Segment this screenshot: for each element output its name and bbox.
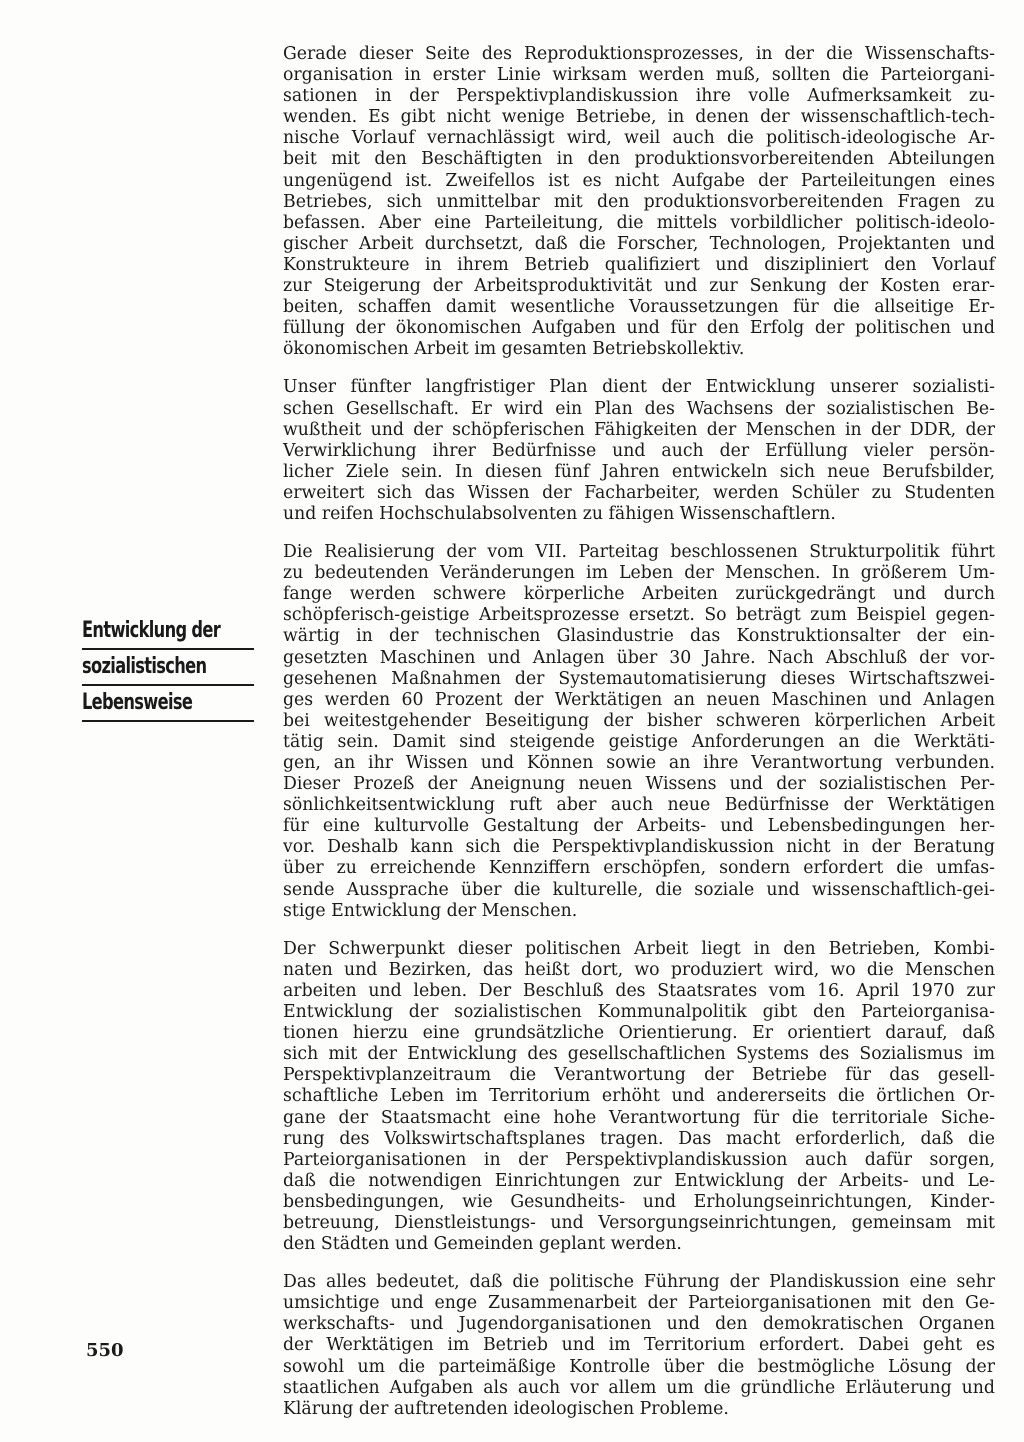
text-line: bensbedingungen, wie Gesundheits- und Erholungseinrichtungen, Kinder- (283, 1191, 995, 1212)
text-line: betreuung, Dienstleistungs- und Versorgungseinrichtungen, gemeinsam mit (283, 1212, 995, 1233)
text-line: ges werden 60 Prozent der Werktätigen an neuen Maschinen und Anlagen (283, 689, 995, 710)
text-line: sich mit der Entwicklung des gesellschaftlichen Systems des Sozialismus im (283, 1044, 995, 1065)
text-line: befassen. Aber eine Parteileitung, die mittels vorbildlicher politisch-ideolo- (283, 212, 995, 233)
text-line: arbeiten und leben. Der Beschluß des Staatsrates vom 16. April 1970 zur (283, 980, 995, 1001)
text-line: über zu erreichende Kennziffern erschöpfen, sondern erfordert die umfas- (283, 858, 995, 879)
text-line: gane der Staatsmacht eine hohe Verantwortung für die territoriale Siche- (283, 1107, 995, 1128)
text-line: Perspektivplanzeitraum die Verantwortung der Betriebe für das gesell- (283, 1065, 995, 1086)
text-line: gesetzten Maschinen und Anlagen über 30 Jahre. Nach Abschluß der vor- (283, 647, 995, 668)
text-line: sende Aussprache über die kulturelle, die soziale und wissenschaftlich-gei- (283, 879, 995, 900)
text-line: gesehenen Maßnahmen der Systemautomatisierung dieses Wirtschaftszwei- (283, 668, 995, 689)
body-text (283, 44, 995, 1437)
text-line: zur Steigerung der Arbeitsproduktivität und zur Senkung der Kosten erar- (283, 276, 995, 297)
text-line: vor. Deshalb kann sich die Perspektivplandiskussion nicht in der Beratung (283, 837, 995, 858)
text-line: beiten, schaffen damit wesentliche Voraussetzungen für die allseitige Er- (283, 297, 995, 318)
text-line: Das alles bedeutet, daß die politische Führung der Plandiskussion eine sehr (283, 1272, 995, 1293)
text-line: Betriebes, sich unmittelbar mit den produktionsvorbereitenden Fragen zu (283, 191, 995, 212)
text-line: Konstrukteure in ihrem Betrieb qualifiziert und diszipliniert den Vorlauf (283, 254, 995, 275)
text-line: beit mit den Beschäftigten in den produktionsvorbereitenden Abteilungen (283, 149, 995, 170)
heading-line: Entwicklung der (82, 618, 221, 643)
paragraph (283, 44, 995, 360)
text-line: erweitert sich das Wissen der Facharbeiter, werden Schüler zu Studenten (283, 482, 995, 503)
text-line: Die Realisierung der vom VII. Parteitag beschlossenen Strukturpolitik führt (283, 542, 995, 563)
text-line: Unser fünfter langfristiger Plan dient der Entwicklung unserer sozialisti- (283, 377, 995, 398)
text-line: naten und Bezirken, das heißt dort, wo produziert wird, wo die Menschen (283, 959, 995, 980)
text-line: füllung der ökonomischen Aufgaben und für den Erfolg der politischen und (283, 318, 995, 339)
text-line: für eine kulturvolle Gestaltung der Arbeits- und Lebensbedingungen her- (283, 816, 995, 837)
text-line: umsichtige und enge Zusammenarbeit der Parteiorganisationen mit den Ge- (283, 1293, 995, 1314)
text-line: organisation in erster Linie wirksam werden muß, sollten die Parteiorgani- (283, 65, 995, 86)
paragraph (283, 542, 995, 922)
paragraph (283, 377, 995, 525)
text-line: ökonomischen Arbeit im gesamten Betriebskollektiv. (283, 339, 745, 360)
text-line: wenden. Es gibt nicht wenige Betriebe, in denen der wissenschaftlich-tech- (283, 107, 995, 128)
text-line: Gerade dieser Seite des Reproduktionsprozesses, in der die Wissenschafts- (283, 44, 995, 64)
text-line: gen, an ihr Wissen und Können sowie an ihre Verantwortung verbunden. (283, 753, 995, 773)
text-line: der Werktätigen im Betrieb und im Territorium erfordert. Dabei geht es (283, 1335, 995, 1356)
text-line: daß die notwendigen Einrichtungen zur Entwicklung der Arbeits- und Le- (283, 1170, 995, 1191)
text-line: Dieser Prozeß der Aneignung neuen Wissens und der sozialistischen Per- (283, 774, 995, 795)
text-line: zu bedeutenden Veränderungen im Leben der Menschen. In größerem Um- (283, 563, 995, 584)
heading-underline (82, 720, 254, 722)
text-line: werkschafts- und Jugendorganisationen und den demokratischen Organen (283, 1314, 995, 1335)
text-line: schöpferisch-geistige Arbeitsprozesse ersetzt. So beträgt zum Beispiel gegen- (283, 605, 995, 626)
text-line: licher Ziele sein. In diesen fünf Jahren entwickeln sich neue Berufsbilder, (283, 461, 995, 482)
text-line: stige Entwicklung der Menschen. (283, 900, 578, 921)
text-line: bei weitestgehender Beseitigung der bisher schweren körperlichen Arbeit (283, 710, 995, 731)
text-line: sationen in der Perspektivplandiskussion ihre volle Aufmerksamkeit zu- (283, 86, 995, 107)
text-line: und reifen Hochschulabsolventen zu fähigen Wissenschaftlern. (283, 503, 836, 524)
text-line: gischer Arbeit durchsetzt, daß die Forscher, Technologen, Projektanten und (283, 233, 995, 254)
text-line: schaftliche Leben im Territorium erhöht und andererseits die örtlichen Or- (283, 1086, 995, 1107)
text-line: Entwicklung der sozialistischen Kommunalpolitik gibt den Parteiorganisa- (283, 1002, 995, 1023)
text-line: Parteiorganisationen in der Perspektivplandiskussion auch dafür sorgen, (283, 1149, 995, 1170)
paragraph (283, 939, 995, 1255)
text-line: rung des Volkswirtschaftsplanes tragen. Das macht erforderlich, daß die (283, 1128, 995, 1149)
text-line: tionen hierzu eine grundsätzliche Orientierung. Er orientiert darauf, daß (283, 1023, 995, 1044)
text-line: den Städten und Gemeinden geplant werden. (283, 1234, 682, 1255)
text-line: tätig sein. Damit sind steigende geistige Anforderungen an die Werktäti- (283, 731, 995, 752)
text-line: ungenügend ist. Zweifellos ist es nicht Aufgabe der Parteileitungen eines (283, 170, 995, 191)
heading-line: Lebensweise (82, 690, 193, 715)
heading-line: sozialistischen (82, 654, 207, 679)
margin-heading (82, 614, 254, 722)
text-line: sowohl um die parteimäßige Kontrolle über die bestmögliche Lösung der (283, 1356, 995, 1377)
text-line: staatlichen Aufgaben als auch vor allem um die gründliche Erläuterung und (283, 1377, 995, 1398)
text-line: nische Vorlauf vernachlässigt wird, weil auch die politisch-ideologische Ar- (283, 128, 995, 149)
text-line: Klärung der auftretenden ideologischen Probleme. (283, 1398, 729, 1419)
text-line: sönlichkeitsentwicklung ruft aber auch neue Bedürfnisse der Werktätigen (283, 795, 995, 816)
text-line: wärtig in der technischen Glasindustrie das Konstruktionsalter der ein- (283, 626, 995, 647)
page-number: 550 (86, 1340, 124, 1361)
text-line: Verwirklichung ihrer Bedürfnisse und auch der Erfüllung vieler persön- (283, 440, 995, 461)
text-line: Der Schwerpunkt dieser politischen Arbeit liegt in den Betrieben, Kombi- (283, 938, 995, 959)
text-line: schen Gesellschaft. Er wird ein Plan des Wachsens der sozialistischen Be- (283, 398, 995, 419)
text-line: fange werden schwere körperliche Arbeiten zurückgedrängt und durch (283, 584, 995, 605)
text-line: wußtheit und der schöpferischen Fähigkeiten der Menschen in der DDR, der (283, 419, 995, 440)
paragraph (283, 1272, 995, 1420)
